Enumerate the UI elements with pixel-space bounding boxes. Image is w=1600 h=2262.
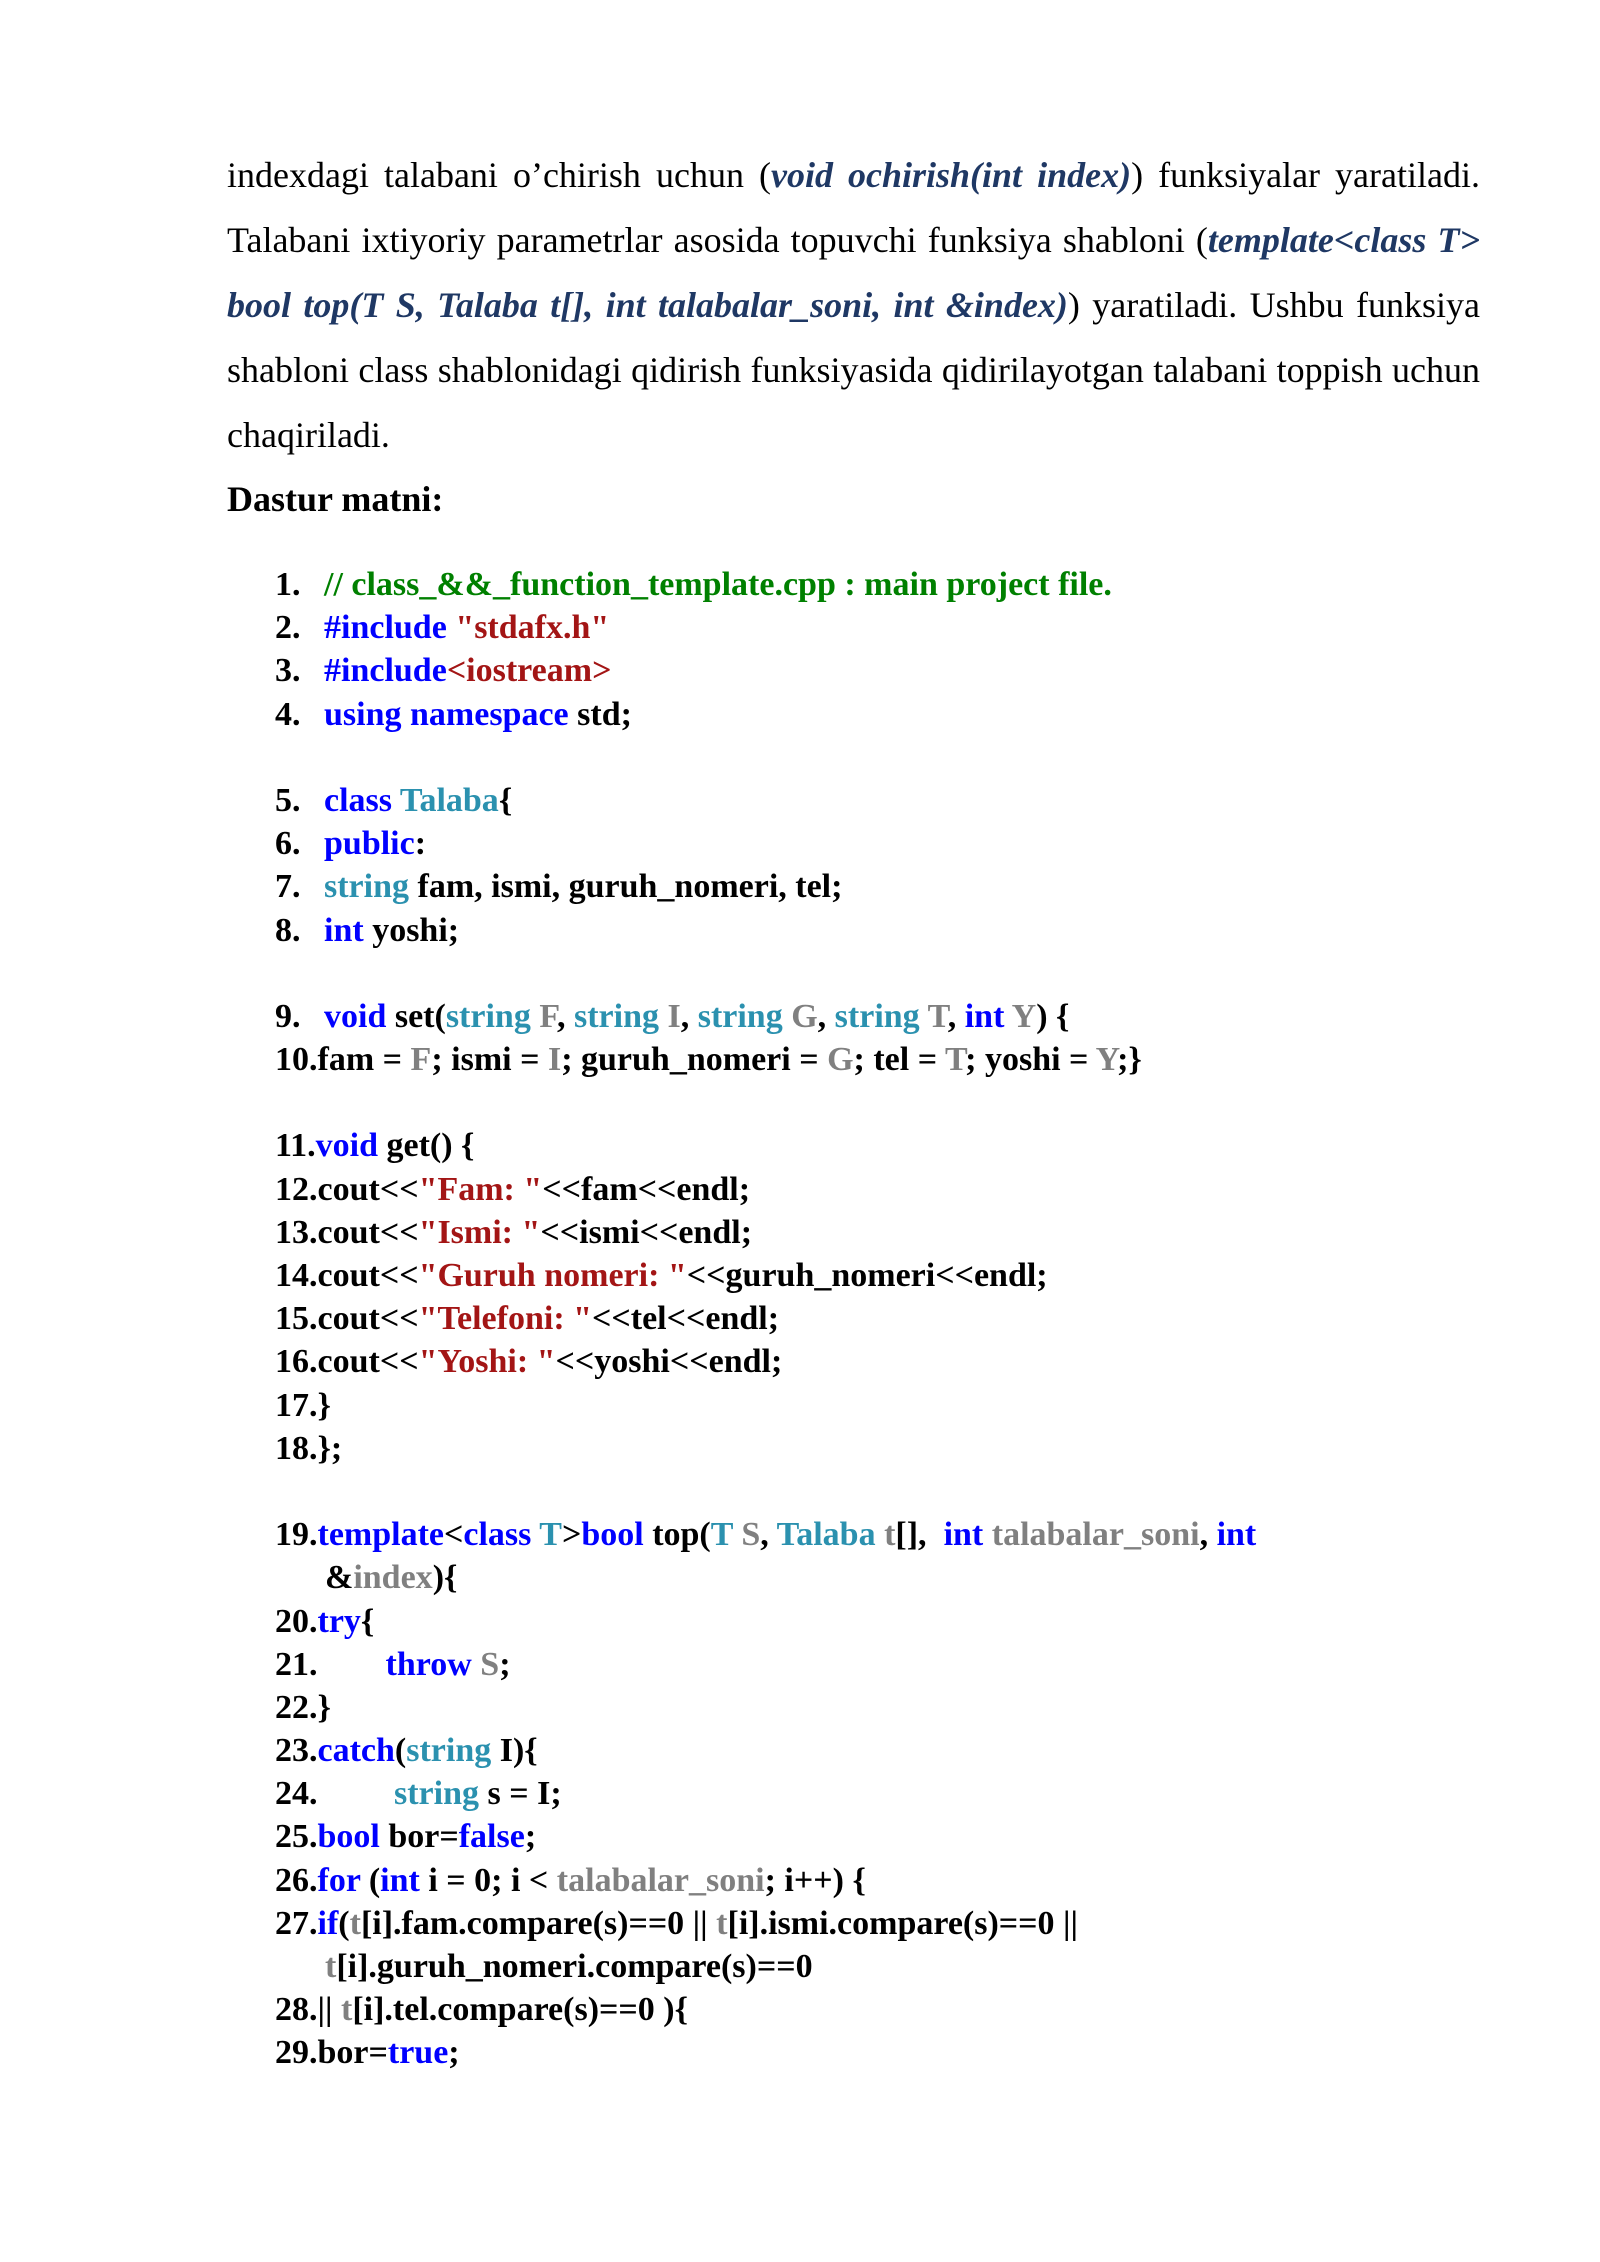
code-token: talabalar_soni [556, 1861, 765, 1899]
code-token [318, 1775, 395, 1812]
code-token: i = 0; i < [428, 1861, 557, 1899]
code-token: ( [368, 1861, 381, 1899]
line-number: 26. [275, 1861, 318, 1899]
line-number: 4. [275, 695, 301, 733]
code-token: ; [499, 1645, 511, 1683]
code-token: string [394, 1775, 488, 1813]
code-token: T [710, 1516, 742, 1554]
code-blank-line [275, 1470, 1515, 1513]
paragraph-text-1: indexdagi talabani o’chirish uchun ( [227, 155, 771, 195]
code-token: "Guruh nomeri: " [418, 1257, 687, 1294]
code-token: int [964, 997, 1012, 1035]
code-token: ; ismi = [431, 1041, 548, 1079]
code-token: Y [1011, 997, 1037, 1035]
line-number: 18. [275, 1429, 318, 1467]
code-token: ){ [432, 1559, 458, 1597]
code-token: ( [394, 1732, 407, 1770]
code-token: F [539, 997, 557, 1035]
code-blank-line [275, 736, 1515, 779]
code-token: S [741, 1516, 761, 1554]
line-number: 14. [275, 1257, 318, 1294]
code-line [275, 1513, 1515, 1556]
line-number: 2. [275, 609, 301, 647]
code-line [275, 563, 1515, 606]
intro-paragraph [227, 143, 1480, 468]
code-line [275, 1988, 1515, 2031]
code-token: yoshi; [372, 911, 460, 949]
code-token: int [380, 1861, 429, 1899]
code-token: t [716, 1904, 728, 1942]
code-token: , [1199, 1516, 1217, 1554]
code-token: top( [652, 1516, 711, 1554]
line-number: 24. [275, 1775, 318, 1813]
line-number: 15. [275, 1300, 318, 1338]
function-signature-ochirish: void ochirish(int index) [770, 155, 1132, 195]
code-token: F [410, 1041, 432, 1079]
line-number: 17. [275, 1386, 318, 1424]
line-number: 13. [275, 1213, 318, 1251]
code-token: [i].guruh_nomeri.compare(s)==0 [336, 1948, 813, 1985]
code-token: s = I; [487, 1775, 562, 1813]
code-token: ; tel = [853, 1041, 945, 1079]
code-token: { [498, 781, 513, 819]
code-token: <<fam<<endl; [542, 1170, 751, 1208]
line-number: 29. [275, 2034, 318, 2072]
paragraph-text-3: ) yaratiladi. Ushbu funksiya shabloni class shablonidagi qidirish funksiyasida qidirilayotgan talabani toppish uchun chaqiriladi. [227, 285, 1481, 455]
line-number: 6. [275, 825, 301, 863]
code-token: } [317, 1688, 331, 1726]
code-token: <iostream> [446, 652, 612, 690]
code-token: G [791, 997, 818, 1035]
code-token: string [324, 868, 418, 906]
line-number: 20. [275, 1602, 318, 1640]
code-token: T [539, 1516, 562, 1554]
line-number: 3. [275, 652, 301, 690]
code-token: cout<< [317, 1213, 419, 1251]
code-line [275, 1124, 1515, 1167]
line-number: 1. [275, 566, 301, 603]
line-number: 5. [275, 781, 301, 819]
code-token: I [547, 1041, 562, 1079]
code-token: std; [577, 695, 632, 733]
code-line [275, 1297, 1515, 1340]
code-token: true [387, 2034, 449, 2072]
code-line [275, 649, 1515, 692]
code-line [275, 1038, 1515, 1081]
code-token: { [360, 1602, 375, 1640]
code-token: try [317, 1602, 361, 1640]
code-line [275, 909, 1515, 952]
code-line [275, 1600, 1515, 1643]
line-number: 27. [275, 1904, 318, 1942]
code-token: , [947, 997, 965, 1035]
code-token: cout<< [317, 1300, 419, 1338]
code-blank-line [275, 1081, 1515, 1124]
code-token: #include [324, 652, 447, 690]
code-token: ( [338, 1904, 350, 1942]
code-token: for [317, 1861, 369, 1899]
code-token: void [324, 997, 395, 1035]
code-token: Talaba [776, 1516, 885, 1554]
code-token: ; i++) { [764, 1861, 866, 1899]
code-token: }; [317, 1429, 343, 1467]
code-token: "Ismi: " [418, 1213, 541, 1251]
code-token: template [317, 1516, 445, 1554]
code-blank-line [275, 952, 1515, 995]
code-token: ; yoshi = [965, 1041, 1096, 1079]
code-line [275, 1340, 1515, 1383]
code-token: string [573, 997, 668, 1035]
code-token: <<ismi<<endl; [540, 1213, 753, 1251]
code-token: get() { [386, 1127, 475, 1165]
code-line [275, 1168, 1515, 1211]
code-line [275, 1859, 1515, 1902]
section-heading: Dastur matni: [227, 479, 444, 519]
code-token: > [561, 1516, 582, 1554]
code-token: , [556, 997, 574, 1035]
code-token: I){ [499, 1732, 538, 1770]
code-line [275, 1815, 1515, 1858]
code-token: ) { [1036, 997, 1070, 1035]
code-line-continuation [275, 1945, 1515, 1988]
code-token: // class_&&_function_template.cpp : main project file. [324, 566, 1112, 603]
function-template-signature: template<class T> bool top(T S, Talaba t[], int talabalar_soni, int &index) [227, 220, 1481, 325]
code-token: fam, ismi, guruh_nomeri, tel; [417, 868, 843, 906]
code-line [275, 1772, 1515, 1815]
code-token: "Yoshi: " [418, 1343, 556, 1381]
code-token: Y [1095, 1041, 1118, 1079]
code-token: throw [385, 1645, 481, 1683]
line-number: 8. [275, 911, 301, 949]
code-token: ;} [1117, 1041, 1142, 1079]
code-token: ; guruh_nomeri = [561, 1041, 828, 1079]
code-token: T [944, 1041, 966, 1079]
code-token: [i].fam.compare(s)==0 || [360, 1904, 717, 1942]
code-token: <<guruh_nomeri<<endl; [686, 1257, 1048, 1294]
code-line [275, 1427, 1515, 1470]
code-token: bool [317, 1818, 389, 1856]
code-token: G [827, 1041, 854, 1079]
code-token: bor= [317, 2034, 388, 2072]
line-number: 11. [275, 1127, 316, 1165]
line-number: 28. [275, 1991, 318, 2029]
code-token: t [340, 1991, 353, 2029]
code-token: & [325, 1559, 354, 1597]
code-line [275, 1643, 1515, 1686]
code-token: string [406, 1732, 500, 1770]
code-token: [i].ismi.compare(s)==0 || [727, 1904, 1079, 1942]
code-line [275, 1686, 1515, 1729]
code-token: talabalar_soni [991, 1516, 1200, 1554]
code-token: cout<< [317, 1257, 419, 1294]
code-token: , [817, 997, 835, 1035]
code-token: I [667, 997, 681, 1035]
code-token: T [927, 997, 948, 1035]
code-token: false [458, 1818, 525, 1856]
code-token: bool [581, 1516, 653, 1554]
code-token: class [324, 781, 400, 819]
code-token: S [480, 1645, 500, 1683]
code-line [275, 606, 1515, 649]
code-token: <<yoshi<<endl; [555, 1343, 783, 1381]
code-token: string [445, 997, 540, 1035]
code-line [275, 822, 1515, 865]
code-token: class [463, 1516, 540, 1554]
line-number: 19. [275, 1516, 318, 1554]
code-token: < [444, 1516, 464, 1554]
code-line-continuation [275, 1556, 1515, 1599]
code-token: using namespace [324, 695, 578, 733]
code-token: void [315, 1127, 387, 1165]
code-token: int [943, 1516, 992, 1554]
code-token: ; [448, 2034, 460, 2072]
code-token: "Fam: " [418, 1170, 543, 1208]
code-token: #include [324, 609, 456, 647]
line-number: 10. [275, 1041, 318, 1079]
code-token: index [353, 1559, 433, 1597]
line-number: 7. [275, 868, 301, 906]
code-line [275, 1384, 1515, 1427]
code-token: t [325, 1948, 337, 1985]
code-line [275, 2031, 1515, 2074]
code-line [275, 1902, 1515, 1945]
code-token: t [349, 1904, 361, 1942]
code-token: int [1216, 1516, 1257, 1554]
code-token: "stdafx.h" [455, 609, 610, 647]
code-token: fam = [317, 1041, 411, 1079]
code-token: Talaba [399, 781, 499, 819]
code-token: , [760, 1516, 777, 1554]
code-line [275, 693, 1515, 736]
code-token: bor= [388, 1818, 459, 1856]
line-number: 25. [275, 1818, 318, 1856]
code-token: , [680, 997, 698, 1035]
code-token: if [317, 1904, 339, 1942]
code-token [318, 1646, 386, 1683]
code-line [275, 1729, 1515, 1772]
code-token: cout<< [317, 1343, 419, 1381]
code-token: cout<< [317, 1170, 419, 1208]
code-token: ; [524, 1818, 537, 1856]
code-token: catch [317, 1732, 395, 1770]
line-number: 9. [275, 997, 301, 1035]
code-token: t [884, 1516, 896, 1554]
code-token: [i].tel.compare(s)==0 ){ [352, 1991, 688, 2029]
code-line [275, 995, 1515, 1038]
code-token: || [317, 1991, 341, 2029]
code-token: public [324, 825, 415, 863]
code-token: string [834, 997, 928, 1035]
line-number: 22. [275, 1688, 318, 1726]
code-line [275, 779, 1515, 822]
line-number: 16. [275, 1343, 318, 1381]
code-token: } [317, 1386, 331, 1424]
code-token: string [697, 997, 792, 1035]
code-token: "Telefoni: " [418, 1300, 593, 1338]
code-token: <<tel<<endl; [592, 1300, 780, 1338]
line-number: 21. [275, 1645, 318, 1683]
code-token: int [324, 911, 373, 949]
code-line [275, 865, 1515, 908]
code-line [275, 1211, 1515, 1254]
code-line [275, 1254, 1515, 1297]
code-listing [275, 563, 1515, 2075]
code-token: set( [394, 997, 446, 1035]
code-token: [], [895, 1516, 944, 1554]
line-number: 23. [275, 1732, 318, 1770]
code-token: : [414, 825, 427, 863]
paragraph-text-2: ) funksiyalar yaratiladi. Talabani ixtiyoriy parametrlar asosida topuvchi funksiya shabloni ( [227, 155, 1480, 260]
line-number: 12. [275, 1170, 318, 1208]
